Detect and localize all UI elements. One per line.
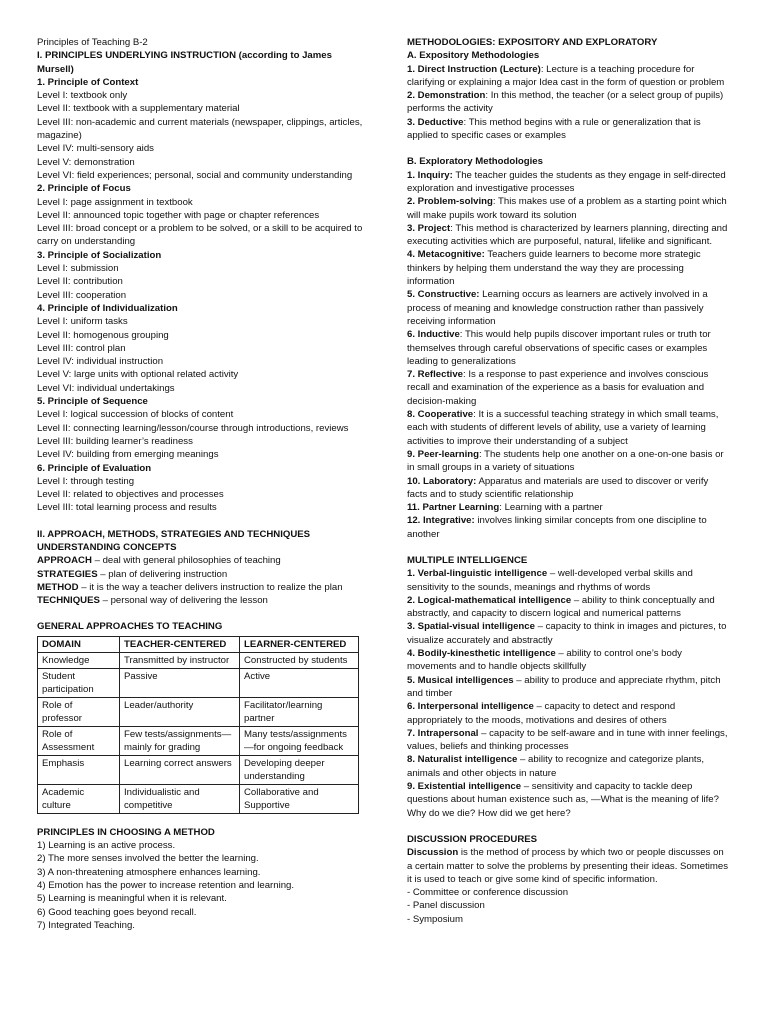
section-heading: II. APPROACH, METHODS, STRATEGIES AND TECHNIQUES UNDERSTANDING CONCEPTS bbox=[37, 528, 311, 553]
left-column bbox=[37, 36, 365, 932]
concept-term: METHOD bbox=[37, 581, 79, 593]
principle-level: Level II: contribution bbox=[37, 276, 123, 288]
intelligence-text: – capacity to detect and respond appropriately to the moods, motivations and desires of others bbox=[407, 701, 676, 726]
method-term: 3. Deductive bbox=[407, 116, 464, 128]
table-cell: Active bbox=[240, 668, 359, 697]
list-item: - Panel discussion bbox=[407, 900, 485, 912]
intelligence-text: – capacity to think in images and pictures, to visualize accurately and abstractly bbox=[407, 621, 727, 646]
list-item: 1) Learning is an active process. bbox=[37, 840, 176, 852]
discussion-term: Discussion bbox=[407, 847, 459, 859]
method-term: 7. Reflective bbox=[407, 369, 463, 381]
table-cell: Few tests/assignments—mainly for grading bbox=[120, 726, 240, 755]
table-row bbox=[38, 668, 359, 697]
method-item bbox=[407, 116, 729, 143]
principle-level: Level II: announced topic together with page or chapter references bbox=[37, 209, 320, 221]
method-text: : It is a successful teaching strategy in which small teams, each with students of different levels of ability, use a variety of learning activities to improve their understanding of a subject bbox=[407, 409, 719, 447]
principle-block bbox=[37, 182, 365, 248]
list-item: 2) The more senses involved the better the learning. bbox=[37, 853, 259, 865]
table-heading: GENERAL APPROACHES TO TEACHING bbox=[37, 621, 223, 633]
table-cell: Role of Assessment bbox=[38, 726, 120, 755]
principle-level: Level I: logical succession of blocks of content bbox=[37, 409, 234, 421]
list-item: 7) Integrated Teaching. bbox=[37, 919, 135, 931]
intelligence-term: 3. Spatial-visual intelligence bbox=[407, 621, 535, 633]
principle-block bbox=[37, 395, 365, 461]
list-item: 5) Learning is meaningful when it is relevant. bbox=[37, 893, 227, 905]
list-item: - Committee or conference discussion bbox=[407, 887, 569, 899]
method-term: 3. Project bbox=[407, 222, 451, 234]
method-item bbox=[407, 368, 729, 408]
principle-heading: 1. Principle of Context bbox=[37, 76, 139, 88]
method-item bbox=[407, 169, 729, 196]
principle-heading: 4. Principle of Individualization bbox=[37, 302, 178, 314]
principle-level: Level III: cooperation bbox=[37, 289, 127, 301]
concept-text: – deal with general philosophies of teaching bbox=[91, 555, 281, 567]
principle-level: Level II: homogenous grouping bbox=[37, 329, 169, 341]
principle-heading: 2. Principle of Focus bbox=[37, 183, 131, 195]
intelligence-term: 5. Musical intelligences bbox=[407, 674, 514, 686]
list-item: 4) Emotion has the power to increase retention and learning. bbox=[37, 879, 295, 891]
method-text: Learning occurs as learners are actively involved in a process of meaning and knowledge construction rather than passively receiving information bbox=[407, 289, 708, 327]
method-text: Teachers guide learners to become more strategic thinkers by helping them understand the way they are processing information bbox=[407, 249, 701, 288]
principle-heading: 3. Principle of Socialization bbox=[37, 249, 162, 261]
principle-level: Level I: through testing bbox=[37, 475, 135, 487]
method-text: : This method begins with a rule or generalization that is applied to specific cases or examples bbox=[407, 116, 701, 142]
intelligence-item bbox=[407, 727, 729, 754]
intelligence-item bbox=[407, 594, 729, 621]
method-term: 8. Cooperative bbox=[407, 409, 474, 421]
table-row bbox=[38, 726, 359, 755]
method-term: 2. Problem-solving bbox=[407, 196, 493, 208]
intelligence-item bbox=[407, 567, 729, 594]
list-item: 6) Good teaching goes beyond recall. bbox=[37, 906, 197, 918]
principle-level: Level VI: field experiences; personal, social and community understanding bbox=[37, 169, 353, 181]
method-term: 9. Peer-learning bbox=[407, 448, 479, 460]
method-item bbox=[407, 63, 729, 90]
method-text: : This would help pupils discover important rules or truth tor themselves through careful observations of specific cases or examples leading to generalizations bbox=[407, 329, 711, 367]
principle-level: Level II: textbook with a supplementary material bbox=[37, 103, 240, 115]
method-item bbox=[407, 195, 729, 222]
table-cell: Collaborative and Supportive bbox=[240, 784, 359, 813]
section-heading: MULTIPLE INTELLIGENCE bbox=[407, 554, 528, 566]
table-cell: Leader/authority bbox=[120, 697, 240, 726]
principle-level: Level IV: individual instruction bbox=[37, 356, 164, 368]
intelligence-item bbox=[407, 647, 729, 674]
table-cell: Role of professor bbox=[38, 697, 120, 726]
principle-level: Level I: page assignment in textbook bbox=[37, 196, 193, 208]
method-text: involves linking similar concepts from one discipline to another bbox=[407, 515, 707, 540]
section-heading: PRINCIPLES IN CHOOSING A METHOD bbox=[37, 826, 215, 838]
table-header-row bbox=[38, 636, 359, 652]
intelligence-item bbox=[407, 620, 729, 647]
intelligence-term: 8. Naturalist intelligence bbox=[407, 754, 518, 766]
table-cell: Many tests/assignments—for ongoing feedback bbox=[240, 726, 359, 755]
table-cell: Learning correct answers bbox=[120, 755, 240, 784]
intelligence-text: – capacity to be self-aware and in tune with inner feelings, values, beliefs and thinking processes bbox=[407, 727, 728, 753]
method-term: 4. Metacognitive: bbox=[407, 249, 485, 261]
discussion-paragraph bbox=[407, 846, 729, 886]
table-cell: Student participation bbox=[38, 668, 120, 697]
document-title: Principles of Teaching B-2 bbox=[37, 37, 148, 48]
principle-heading: 6. Principle of Evaluation bbox=[37, 462, 152, 474]
concept-text: – plan of delivering instruction bbox=[97, 568, 228, 580]
method-term: 1. Inquiry: bbox=[407, 169, 453, 181]
table-row bbox=[38, 755, 359, 784]
method-item bbox=[407, 475, 729, 502]
list-item: - Symposium bbox=[407, 913, 463, 925]
table-cell: Individualistic and competitive bbox=[120, 784, 240, 813]
intelligence-item bbox=[407, 780, 729, 820]
subsection-heading: A. Expository Methodologies bbox=[407, 50, 540, 62]
intelligence-text: – ability to produce and appreciate rhythm, pitch and timber bbox=[407, 674, 721, 699]
principle-level: Level III: non-academic and current materials (newspaper, clippings, articles, magazine) bbox=[37, 116, 363, 142]
principle-level: Level VI: individual undertakings bbox=[37, 382, 175, 394]
concept-definition bbox=[37, 554, 365, 567]
concept-term: APPROACH bbox=[37, 555, 92, 567]
table-row bbox=[38, 697, 359, 726]
concept-text: – personal way of delivering the lesson bbox=[99, 595, 268, 607]
right-column bbox=[407, 36, 729, 926]
principle-level: Level V: large units with optional related activity bbox=[37, 369, 239, 381]
method-term: 11. Partner Learning bbox=[407, 502, 500, 514]
principle-block bbox=[37, 249, 365, 302]
intelligence-text: – ability to control one’s body movements and to handle objects skillfully bbox=[407, 648, 682, 673]
intelligence-text: – ability to think conceptually and abstractly, and capacity to discern logical and numerical patterns bbox=[407, 594, 715, 620]
principle-level: Level V: demonstration bbox=[37, 156, 135, 168]
principle-block bbox=[37, 302, 365, 395]
intelligence-item bbox=[407, 700, 729, 727]
table-cell: Facilitator/learning partner bbox=[240, 697, 359, 726]
method-text: : The students help one another on a one-on-one basis or in small groups in a variety of situations bbox=[407, 448, 724, 474]
method-text: : Learning with a partner bbox=[499, 502, 603, 514]
intelligence-term: 1. Verbal-linguistic intelligence bbox=[407, 568, 548, 580]
method-item bbox=[407, 89, 729, 116]
intelligence-term: 2. Logical-mathematical intelligence bbox=[407, 594, 572, 606]
section-heading: I. PRINCIPLES UNDERLYING INSTRUCTION (according to James Mursell) bbox=[37, 50, 332, 75]
method-text: : In this method, the teacher (or a select group of pupils) performs the activity bbox=[407, 90, 724, 115]
intelligence-text: – ability to recognize and categorize plants, animals and other objects in nature bbox=[407, 754, 705, 779]
method-term: 12. Integrative: bbox=[407, 515, 475, 527]
subsection-heading: B. Exploratory Methodologies bbox=[407, 156, 543, 168]
table-cell: Developing deeper understanding bbox=[240, 755, 359, 784]
principle-heading: 5. Principle of Sequence bbox=[37, 396, 148, 408]
principle-level: Level II: connecting learning/lesson/course through introductions, reviews bbox=[37, 422, 349, 434]
intelligence-text: – sensitivity and capacity to tackle deep questions about human existence such as, —What is the meaning of life? Why do we die? How did we get here? bbox=[407, 781, 719, 819]
intelligence-term: 4. Bodily-kinesthetic intelligence bbox=[407, 648, 556, 660]
table-header-cell: LEARNER-CENTERED bbox=[240, 636, 359, 652]
concept-term: STRATEGIES bbox=[37, 568, 98, 580]
method-term: 1. Direct Instruction (Lecture) bbox=[407, 63, 541, 75]
table-row bbox=[38, 652, 359, 668]
table-header-cell: TEACHER-CENTERED bbox=[120, 636, 240, 652]
method-text: The teacher guides the students as they engage in self-directed exploration and investigative processes bbox=[407, 169, 726, 194]
principle-level: Level IV: multi-sensory aids bbox=[37, 143, 154, 155]
list-item: 3) A non-threatening atmosphere enhances learning. bbox=[37, 866, 261, 878]
concept-definition bbox=[37, 581, 365, 594]
method-term: 5. Constructive: bbox=[407, 289, 480, 301]
method-text: : This method is characterized by learners planning, directing and executing activities which are purposeful, natural, lifelike and significant. bbox=[407, 222, 728, 248]
method-item bbox=[407, 514, 729, 541]
method-item bbox=[407, 328, 729, 368]
concept-text: – it is the way a teacher delivers instruction to realize the plan bbox=[78, 581, 343, 593]
principle-level: Level III: control plan bbox=[37, 342, 126, 354]
principle-level: Level I: uniform tasks bbox=[37, 316, 128, 328]
intelligence-term: 7. Intrapersonal bbox=[407, 727, 479, 739]
section-heading: METHODOLOGIES: EXPOSITORY AND EXPLORATORY bbox=[407, 37, 658, 48]
principle-level: Level III: total learning process and results bbox=[37, 502, 217, 514]
principle-level: Level II: related to objectives and processes bbox=[37, 489, 224, 501]
table-header-cell: DOMAIN bbox=[38, 636, 120, 652]
table-cell: Emphasis bbox=[38, 755, 120, 784]
table-cell: Knowledge bbox=[38, 652, 120, 668]
principle-level: Level III: building learner’s readiness bbox=[37, 435, 193, 447]
principle-level: Level I: submission bbox=[37, 263, 119, 275]
method-term: 6. Inductive bbox=[407, 329, 460, 341]
table-row bbox=[38, 784, 359, 813]
concept-definition bbox=[37, 594, 365, 607]
principle-level: Level IV: building from emerging meanings bbox=[37, 449, 219, 461]
method-term: 10. Laboratory: bbox=[407, 475, 477, 487]
table-cell: Passive bbox=[120, 668, 240, 697]
approaches-table bbox=[37, 636, 359, 814]
principle-level: Level III: broad concept or a problem to be solved, or a skill to be acquired to carry on understanding bbox=[37, 223, 363, 248]
intelligence-text: – well-developed verbal skills and sensitivity to the sounds, meanings and rhythms of words bbox=[407, 568, 693, 593]
table-cell: Constructed by students bbox=[240, 652, 359, 668]
method-text: : Lecture is a teaching procedure for clarifying or explaining a major Idea cast in the form of question or problem bbox=[407, 63, 725, 88]
principle-block bbox=[37, 76, 365, 182]
section-heading: DISCUSSION PROCEDURES bbox=[407, 833, 538, 845]
method-text: : Is a response to past experience and involves conscious recall and examination of the experience as a basis for evaluation and decision-making bbox=[407, 369, 709, 407]
intelligence-term: 6. Interpersonal intelligence bbox=[407, 701, 534, 713]
intelligence-item bbox=[407, 753, 729, 780]
principle-block bbox=[37, 462, 365, 515]
intelligence-term: 9. Existential intelligence bbox=[407, 781, 522, 793]
method-item bbox=[407, 448, 729, 475]
method-item bbox=[407, 501, 729, 514]
table-cell: Academic culture bbox=[38, 784, 120, 813]
method-item bbox=[407, 288, 729, 328]
discussion-text: is the method of process by which two or people discusses on a certain matter to solve the problems by presenting their ideas. Sometimes it is used to teach or give some kind of specific information. bbox=[407, 847, 729, 885]
principle-level: Level I: textbook only bbox=[37, 90, 128, 102]
concept-term: TECHNIQUES bbox=[37, 595, 100, 607]
method-item bbox=[407, 222, 729, 249]
method-text: : This makes use of a problem as a starting point which will make pupils work toward its solution bbox=[407, 196, 727, 221]
method-term: 2. Demonstration bbox=[407, 90, 486, 102]
concept-definition bbox=[37, 568, 365, 581]
method-item bbox=[407, 408, 729, 448]
method-item bbox=[407, 248, 729, 288]
table-cell: Transmitted by instructor bbox=[120, 652, 240, 668]
intelligence-item bbox=[407, 674, 729, 701]
method-text: Apparatus and materials are used to discover or verify facts and to study scientific relationship bbox=[407, 475, 709, 500]
